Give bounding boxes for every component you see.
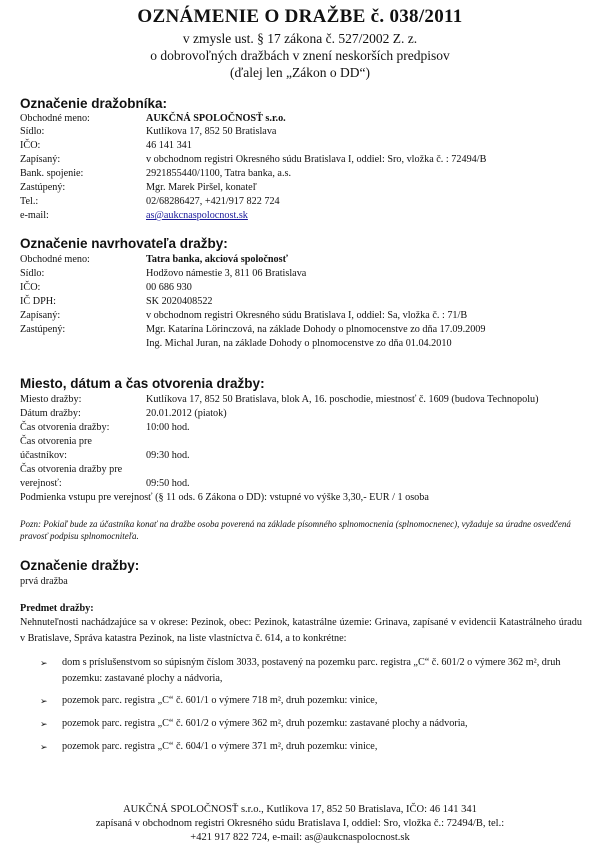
- entry-condition: Podmienka vstupu pre verejnosť (§ 11 ods. 6 Zákona o DD): vstupné vo výške 3,30,- EUR / 1 osoba: [20, 492, 429, 503]
- list-item-text: dom s príslušenstvom so súpisným číslom 3033, postavený na pozemku parc. registra „C“ č. 601/2 o výmere 362 m², druh pozemku: zastavané plochy a nádvoria,: [62, 657, 561, 684]
- auction-type: prvá dražba: [20, 576, 68, 587]
- subject-text: Nehnuteľnosti nachádzajúce sa v okrese: Pezinok, obec: Pezinok, katastrálne územie: Grinava, zapísané v evidencii Katastrálneho úradu v Bratislave, Správa katastra Pezinok, na liste vlastníctva č. 614, a to konkrétne:: [20, 617, 582, 644]
- email-link[interactable]: as@aukcnaspolocnost.sk: [146, 210, 248, 221]
- footer-line-3: +421 917 822 724, e-mail: as@aukcnaspolocnost.sk: [190, 832, 410, 843]
- arrow-bullet-icon: ➢: [40, 696, 48, 706]
- row-value: Tatra banka, akciová spoločnosť: [146, 254, 288, 265]
- row-value: 02/68286427, +421/917 822 724: [146, 196, 280, 207]
- subtitle-line-1: v zmysle ust. § 17 zákona č. 527/2002 Z. z.: [182, 31, 418, 46]
- row-value: 20.01.2012 (piatok): [146, 408, 227, 419]
- row-label: Čas otvorenia dražby:: [20, 422, 110, 433]
- row-value: Ing. Michal Juran, na základe Dohody o plnomocenstve zo dňa 01.04.2010: [146, 338, 452, 349]
- row-label: Miesto dražby:: [20, 394, 82, 405]
- row-value: Mgr. Marek Piršel, konateľ: [146, 182, 257, 193]
- representative-note: Pozn: Pokiaľ bude za účastníka konať na dražbe osoba poverená na základe písomného splnomocnenia (splnomocnenec), vyžaduje sa úradne osvedčená pravosť podpisu splnomocniteľa.: [20, 519, 571, 541]
- place-heading: Miesto, dátum a čas otvorenia dražby:: [20, 376, 265, 391]
- row-value: 09:50 hod.: [146, 478, 190, 489]
- proposer-heading: Označenie navrhovateľa dražby:: [20, 236, 228, 251]
- subtitle-line-3: (ďalej len „Zákon o DD“): [230, 65, 370, 80]
- row-label: verejnosť:: [20, 478, 62, 489]
- row-label: IČO:: [20, 140, 41, 151]
- row-label: Obchodné meno:: [20, 254, 90, 265]
- row-value: Hodžovo námestie 3, 811 06 Bratislava: [146, 268, 307, 279]
- row-label: Čas otvorenia pre: [20, 436, 92, 447]
- list-item-text: pozemok parc. registra „C“ č. 601/1 o výmere 718 m², druh pozemku: vinice,: [62, 695, 378, 706]
- row-value: 10:00 hod.: [146, 422, 190, 433]
- row-label: e-mail:: [20, 210, 49, 221]
- row-value: AUKČNÁ SPOLOČNOSŤ s.r.o.: [146, 113, 286, 124]
- auctioneer-heading: Označenie dražobníka:: [20, 96, 168, 111]
- row-label: Zastúpený:: [20, 182, 66, 193]
- arrow-bullet-icon: ➢: [40, 742, 48, 752]
- footer-line-1: AUKČNÁ SPOLOČNOSŤ s.r.o., Kutlíkova 17, 852 50 Bratislava, IČO: 46 141 341: [123, 804, 477, 815]
- row-label: Čas otvorenia dražby pre: [20, 464, 123, 475]
- arrow-bullet-icon: ➢: [40, 719, 48, 729]
- row-label: Bank. spojenie:: [20, 168, 84, 179]
- row-value: Mgr. Katarína Lörinczová, na základe Dohody o plnomocenstve zo dňa 17.09.2009: [146, 324, 486, 335]
- row-value: 09:30 hod.: [146, 450, 190, 461]
- row-value: 46 141 341: [146, 140, 192, 151]
- row-label: Zastúpený:: [20, 324, 66, 335]
- subject-heading: Predmet dražby:: [20, 603, 94, 614]
- row-label: IČO:: [20, 282, 41, 293]
- row-label: Zapísaný:: [20, 154, 61, 165]
- row-label: Obchodné meno:: [20, 113, 90, 124]
- row-value: SK 2020408522: [146, 296, 213, 307]
- row-label: Sídlo:: [20, 126, 45, 137]
- row-label: Dátum dražby:: [20, 408, 81, 419]
- footer-line-2: zapísaná v obchodnom registri Okresného súdu Bratislava I, oddiel: Sro, vložka č.: 72494/B, tel.:: [95, 818, 505, 829]
- row-value: Kutlíkova 17, 852 50 Bratislava: [146, 126, 277, 137]
- row-value: v obchodnom registri Okresného súdu Bratislava I, oddiel: Sa, vložka č. : 71/B: [146, 310, 468, 321]
- auction-heading: Označenie dražby:: [20, 558, 140, 573]
- row-label: Zapísaný:: [20, 310, 61, 321]
- row-label: účastníkov:: [20, 450, 67, 461]
- document-title: OZNÁMENIE O DRAŽBE č. 038/2011: [137, 6, 463, 27]
- row-value: 2921855440/1100, Tatra banka, a.s.: [146, 168, 291, 179]
- row-label: Sídlo:: [20, 268, 45, 279]
- row-label: IČ DPH:: [20, 296, 56, 307]
- subtitle-line-2: o dobrovoľných dražbách v znení neskorších predpisov: [150, 48, 450, 63]
- row-value: Kutlíkova 17, 852 50 Bratislava, blok A, 16. poschodie, miestnosť č. 1609 (budova Technopolu): [146, 394, 539, 405]
- row-value: v obchodnom registri Okresného súdu Bratislava I, oddiel: Sro, vložka č. : 72494/B: [146, 154, 487, 165]
- arrow-bullet-icon: ➢: [40, 658, 48, 668]
- row-value: 00 686 930: [146, 282, 192, 293]
- page-footer: [0, 803, 600, 845]
- list-item-text: pozemok parc. registra „C“ č. 604/1 o výmere 371 m², druh pozemku: vinice,: [62, 741, 378, 752]
- list-item-text: pozemok parc. registra „C“ č. 601/2 o výmere 362 m², druh pozemku: zastavané plochy a nádvoria,: [62, 718, 468, 729]
- document-subtitle: [0, 30, 600, 81]
- row-label: Tel.:: [20, 196, 39, 207]
